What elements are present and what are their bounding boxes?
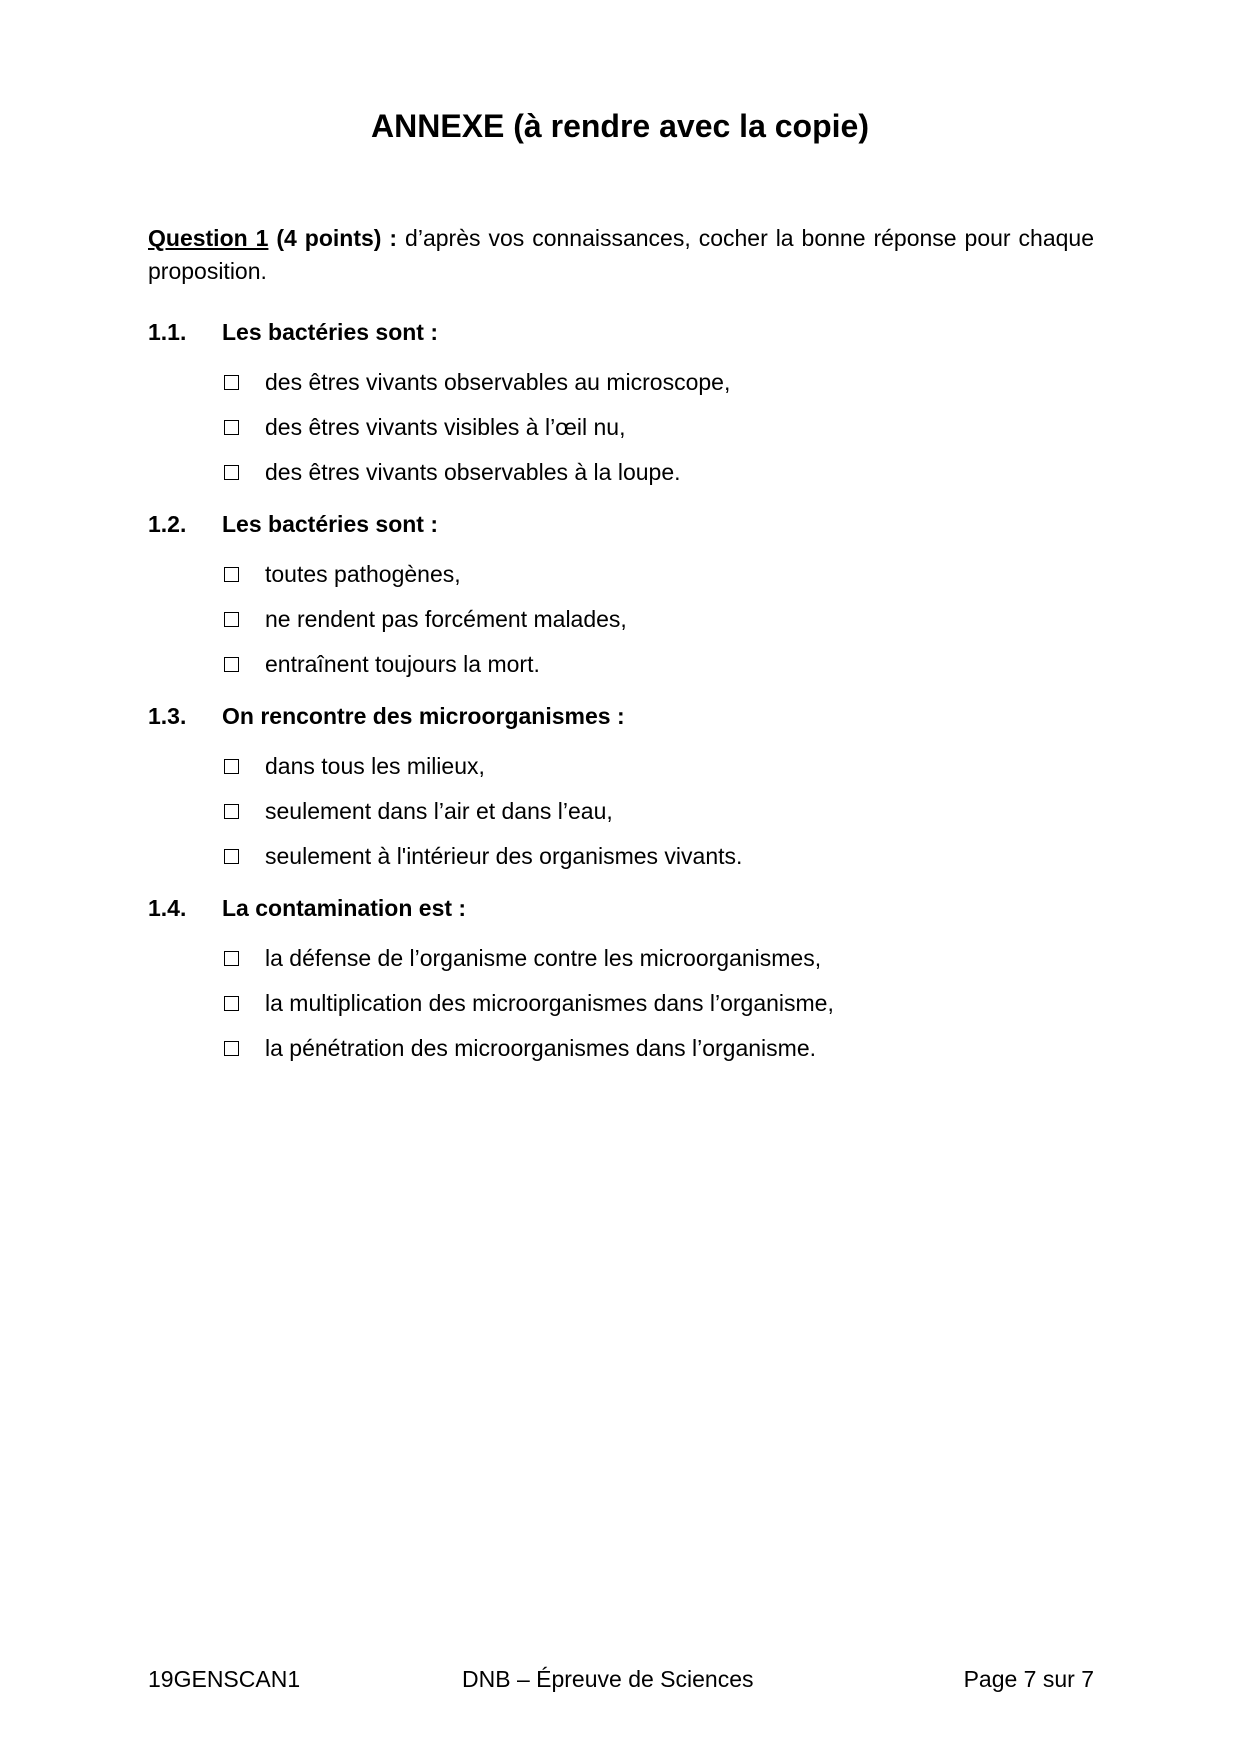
question-points: (4 points) : bbox=[268, 225, 398, 251]
question-intro bbox=[148, 222, 1094, 288]
answer-option[interactable] bbox=[148, 642, 1098, 687]
section-heading bbox=[148, 508, 1098, 540]
checkbox[interactable] bbox=[224, 1041, 239, 1056]
footer-code: 19GENSCAN1 bbox=[148, 1666, 301, 1692]
checkbox[interactable] bbox=[224, 759, 239, 774]
option-text: des êtres vivants visibles à l’œil nu, bbox=[265, 414, 626, 440]
section-1-2 bbox=[148, 508, 1098, 687]
checkbox[interactable] bbox=[224, 804, 239, 819]
checkbox[interactable] bbox=[224, 849, 239, 864]
option-text: entraînent toujours la mort. bbox=[265, 651, 540, 677]
option-text: la défense de l’organisme contre les microorganismes, bbox=[265, 945, 822, 971]
section-number: 1.2. bbox=[148, 511, 187, 537]
checkbox[interactable] bbox=[224, 996, 239, 1011]
section-number: 1.4. bbox=[148, 895, 187, 921]
section-heading bbox=[148, 316, 1098, 348]
checkbox[interactable] bbox=[224, 375, 239, 390]
footer-exam: DNB – Épreuve de Sciences bbox=[462, 1666, 754, 1692]
option-text: ne rendent pas forcément malades, bbox=[265, 606, 627, 632]
option-text: la pénétration des microorganismes dans l’organisme. bbox=[265, 1035, 817, 1061]
answer-option[interactable] bbox=[148, 1026, 1098, 1071]
section-1-4 bbox=[148, 892, 1098, 1071]
section-title: On rencontre des microorganismes : bbox=[222, 703, 625, 729]
section-number: 1.3. bbox=[148, 703, 187, 729]
question-instruction: d’après vos connaissances, cocher la bonne réponse pour chaque proposition. bbox=[148, 225, 1095, 284]
section-number: 1.1. bbox=[148, 319, 187, 345]
page-footer bbox=[148, 1666, 1094, 1696]
option-text: la multiplication des microorganismes dans l’organisme, bbox=[265, 990, 834, 1016]
section-title: Les bactéries sont : bbox=[222, 511, 439, 537]
answer-option[interactable] bbox=[148, 552, 1098, 597]
checkbox[interactable] bbox=[224, 420, 239, 435]
checkbox[interactable] bbox=[224, 567, 239, 582]
checkbox[interactable] bbox=[224, 657, 239, 672]
checkbox[interactable] bbox=[224, 951, 239, 966]
question-label: Question 1 bbox=[148, 225, 269, 251]
page-title: ANNEXE (à rendre avec la copie) bbox=[371, 108, 869, 144]
checkbox[interactable] bbox=[224, 465, 239, 480]
option-text: toutes pathogènes, bbox=[265, 561, 461, 587]
footer-page-number: Page 7 sur 7 bbox=[963, 1666, 1094, 1692]
option-text: seulement dans l’air et dans l’eau, bbox=[265, 798, 613, 824]
section-1-3 bbox=[148, 700, 1098, 879]
section-heading bbox=[148, 892, 1098, 924]
section-1-1 bbox=[148, 316, 1098, 495]
option-text: dans tous les milieux, bbox=[265, 753, 485, 779]
answer-option[interactable] bbox=[148, 597, 1098, 642]
answer-option[interactable] bbox=[148, 744, 1098, 789]
answer-option[interactable] bbox=[148, 834, 1098, 879]
section-title: La contamination est : bbox=[222, 895, 467, 921]
answer-option[interactable] bbox=[148, 981, 1098, 1026]
answer-option[interactable] bbox=[148, 360, 1098, 405]
option-text: des êtres vivants observables à la loupe. bbox=[265, 459, 681, 485]
section-title: Les bactéries sont : bbox=[222, 319, 439, 345]
checkbox[interactable] bbox=[224, 612, 239, 627]
section-heading bbox=[148, 700, 1098, 732]
option-text: seulement à l'intérieur des organismes vivants. bbox=[265, 843, 743, 869]
answer-option[interactable] bbox=[148, 450, 1098, 495]
answer-option[interactable] bbox=[148, 936, 1098, 981]
answer-option[interactable] bbox=[148, 789, 1098, 834]
option-text: des êtres vivants observables au microscope, bbox=[265, 369, 731, 395]
answer-option[interactable] bbox=[148, 405, 1098, 450]
